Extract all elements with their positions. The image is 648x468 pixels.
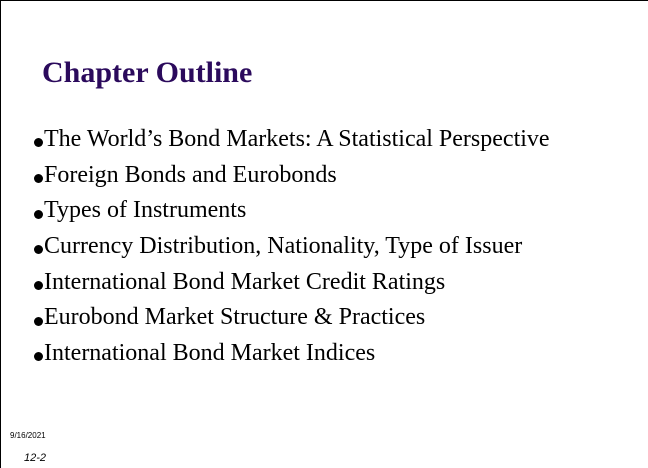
list-item — [34, 265, 550, 301]
list-item — [34, 193, 550, 229]
list-item-text: Eurobond Market Structure & Practices — [44, 304, 426, 331]
list-item-text: International Bond Market Indices — [44, 340, 376, 367]
bullet-icon — [34, 174, 43, 183]
bullet-icon — [34, 138, 43, 147]
list-item — [34, 158, 550, 194]
bullet-icon — [34, 245, 43, 254]
footer-date: 9/16/2021 — [10, 431, 46, 440]
list-item-text: Foreign Bonds and Eurobonds — [44, 161, 337, 188]
bullet-icon — [34, 281, 43, 290]
list-item — [34, 300, 550, 336]
list-item-text: Types of Instruments — [44, 197, 247, 224]
outline-list — [34, 122, 550, 372]
list-item-text: International Bond Market Credit Ratings — [44, 268, 446, 295]
slide-title: Chapter Outline — [42, 56, 253, 89]
list-item-text: Currency Distribution, Nationality, Type of Issuer — [44, 233, 523, 260]
list-item — [34, 122, 550, 158]
list-item — [34, 336, 550, 372]
bullet-icon — [34, 317, 43, 326]
bullet-icon — [34, 210, 43, 219]
slide-number: 12-2 — [24, 452, 47, 464]
list-item-text: The World’s Bond Markets: A Statistical Perspective — [44, 126, 550, 152]
list-item — [34, 229, 550, 265]
bullet-icon — [34, 352, 43, 361]
